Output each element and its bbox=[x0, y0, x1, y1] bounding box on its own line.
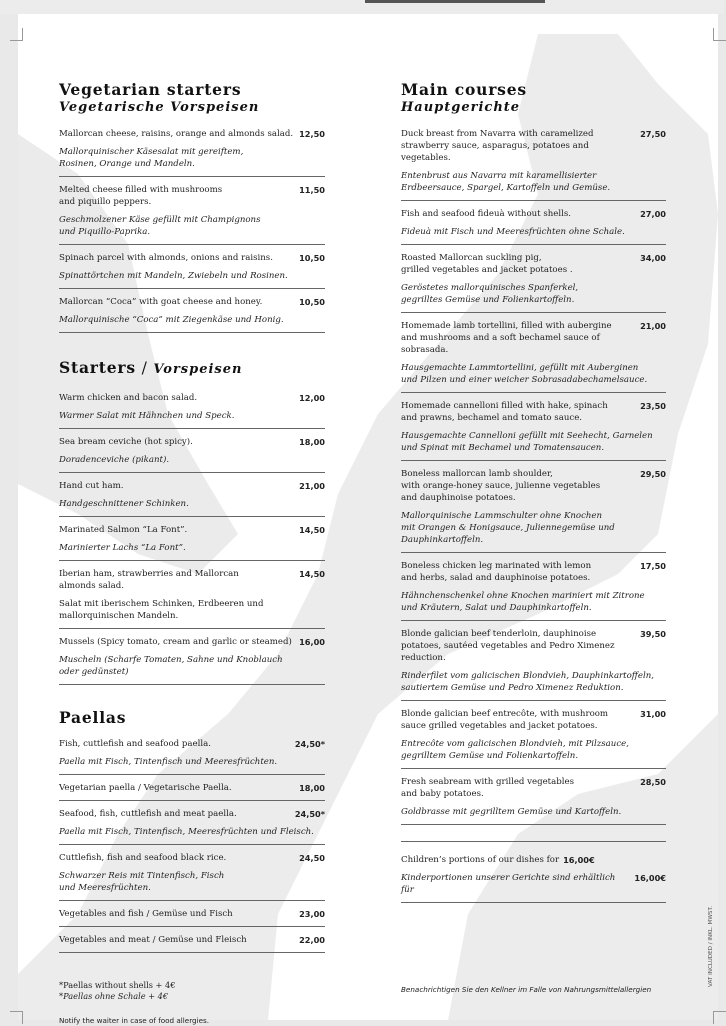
menu-item-price: 22,00 bbox=[299, 935, 325, 945]
menu-item-name: Fish, cuttlefish and seafood paella. bbox=[59, 739, 211, 749]
starters-title-en: Starters bbox=[59, 358, 136, 377]
menu-item-name: Warm chicken and bacon salad. bbox=[59, 393, 198, 403]
menu-item-price: 24,50* bbox=[294, 739, 325, 749]
menu-item-en-row bbox=[59, 852, 325, 864]
menu-item-price: 27,00 bbox=[640, 209, 666, 219]
menu-item-name: Fresh seabream with grilled vegetables and baby potatoes. bbox=[401, 777, 574, 799]
menu-item-translation: Doradenceviche (pikant). bbox=[59, 455, 170, 465]
menu-item-translation: Entenbrust aus Navarra mit karamellisierter Erdbeersauce, Spargel, Kartoffeln und Gemüse. bbox=[401, 171, 611, 193]
menu-item-name: Mallorcan cheese, raisins, orange and almonds salad. bbox=[59, 129, 294, 139]
menu-item bbox=[59, 852, 325, 901]
menu-item-en-row bbox=[59, 436, 325, 448]
menu-item-name: Mallorcan “Coca” with goat cheese and honey. bbox=[59, 297, 263, 307]
menu-item-price: 16,00 bbox=[299, 637, 325, 647]
menu-item-translation: Salat mit iberischem Schinken, Erdbeeren und mallorquinischen Mandeln. bbox=[59, 599, 264, 621]
menu-item-en-row bbox=[59, 184, 325, 208]
menu-item-price: 31,00 bbox=[640, 709, 666, 719]
menu-item-en-row bbox=[59, 480, 325, 492]
menu-item bbox=[401, 628, 666, 701]
menu-item-price: 14,50 bbox=[299, 569, 325, 579]
menu-item-price: 23,00 bbox=[299, 909, 325, 919]
menu-item-translation: Spinattörtchen mit Mandeln, Zwiebeln und Rosinen. bbox=[59, 271, 288, 281]
menu-item-en-row bbox=[401, 708, 666, 732]
menu-item bbox=[401, 208, 666, 245]
menu-item bbox=[59, 128, 325, 177]
menu-item-price: 17,50 bbox=[640, 561, 666, 571]
menu-item bbox=[401, 128, 666, 201]
menu-item-translation: Marinierter Lachs “La Font”. bbox=[59, 543, 186, 553]
menu-item-name: Boneless mallorcan lamb shoulder, with orange-honey sauce, julienne vegetables and dauphinoise potatoes. bbox=[401, 469, 601, 503]
menu-item-en-row bbox=[401, 628, 666, 664]
kids-portions-en-text: Children’s portions of our dishes for bbox=[401, 855, 560, 865]
menu-item-name: Blonde galician beef entrecôte, with mushroom sauce grilled vegetables and jacket potatoes. bbox=[401, 709, 609, 731]
menu-item-en-row bbox=[59, 934, 325, 946]
menu-item-translation: Geschmolzener Käse gefüllt mit Champignons und Piquillo-Paprika. bbox=[59, 215, 261, 237]
menu-item-name: Cuttlefish, fish and seafood black rice. bbox=[59, 853, 227, 863]
menu-item-en-row bbox=[59, 738, 325, 750]
menu-item-price: 18,00 bbox=[299, 437, 325, 447]
main-courses-list bbox=[401, 128, 666, 825]
crop-mark-bottom-left bbox=[10, 1011, 23, 1024]
starters-title bbox=[59, 358, 325, 379]
vegetarian-list bbox=[59, 128, 325, 333]
crop-mark-bottom-right bbox=[713, 1011, 726, 1024]
menu-item-name: Melted cheese filled with mushrooms and piquillo peppers. bbox=[59, 185, 223, 207]
crop-mark-top-right bbox=[713, 28, 726, 41]
menu-item bbox=[59, 738, 325, 775]
menu-item-en-row bbox=[59, 128, 325, 140]
menu-item-name: Sea bream ceviche (hot spicy). bbox=[59, 437, 193, 447]
menu-item-name: Marinated Salmon “La Font”. bbox=[59, 525, 188, 535]
menu-item-price: 10,50 bbox=[299, 297, 325, 307]
menu-item bbox=[59, 436, 325, 473]
menu-item-price: 12,00 bbox=[299, 393, 325, 403]
menu-item-name: Hand cut ham. bbox=[59, 481, 124, 491]
menu-item-en-row bbox=[59, 392, 325, 404]
menu-item-translation: Hähnchenschenkel ohne Knochen mariniert mit Zitrone und Kräutern, Salat und Dauphinkartoffeln. bbox=[401, 591, 645, 613]
menu-item bbox=[59, 524, 325, 561]
menu-item-name: Duck breast from Navarra with caramelized strawberry sauce, asparagus, potatoes and vegetables. bbox=[401, 129, 594, 163]
paellas-note-en: *Paellas without shells + 4€ bbox=[59, 980, 176, 990]
menu-item-name: Roasted Mallorcan suckling pig, grilled vegetables and jacket potatoes . bbox=[401, 253, 573, 275]
kids-portions-de-text: Kinderportionen unserer Gerichte sind erhältlich für bbox=[401, 873, 616, 895]
kids-portions-en bbox=[401, 854, 666, 866]
menu-item-price: 39,50 bbox=[640, 629, 666, 639]
menu-item-en-row bbox=[59, 636, 325, 648]
menu-item-en-row bbox=[401, 468, 666, 504]
crop-mark-top-left bbox=[10, 28, 23, 41]
menu-item-price: 12,50 bbox=[299, 129, 325, 139]
menu-item-translation: Handgeschnittener Schinken. bbox=[59, 499, 189, 509]
left-column bbox=[59, 80, 325, 1026]
menu-item-price: 14,50 bbox=[299, 525, 325, 535]
menu-item-name: Iberian ham, strawberries and Mallorcan almonds salad. bbox=[59, 569, 239, 591]
menu-item-price: 28,50 bbox=[640, 777, 666, 787]
menu-item-translation: Paella mit Fisch, Tintenfisch, Meeresfrüchten und Fleisch. bbox=[59, 827, 314, 837]
menu-item bbox=[59, 296, 325, 333]
vegetarian-title-en: Vegetarian starters bbox=[59, 80, 242, 99]
kids-portions-de bbox=[401, 872, 666, 896]
vegetarian-title-de: Vegetarische Vorspeisen bbox=[59, 100, 260, 115]
menu-item-name: Boneless chicken leg marinated with lemon and herbs, salad and dauphinoise potatoes. bbox=[401, 561, 592, 583]
menu-item bbox=[401, 560, 666, 621]
menu-item-price: 21,00 bbox=[640, 321, 666, 331]
menu-item bbox=[59, 934, 325, 953]
paellas-list bbox=[59, 738, 325, 953]
menu-item bbox=[59, 808, 325, 845]
menu-item-en-row bbox=[401, 560, 666, 584]
menu-item-price: 10,50 bbox=[299, 253, 325, 263]
menu-item bbox=[59, 480, 325, 517]
menu-item bbox=[401, 252, 666, 313]
paellas-note-de: *Paellas ohne Schale + 4€ bbox=[59, 991, 169, 1001]
menu-item bbox=[401, 400, 666, 461]
menu-item-en-row bbox=[401, 400, 666, 424]
menu-item-name: Homemade lamb tortellini, filled with aubergine and mushrooms and a soft bechamel sauce of sobrasada. bbox=[401, 321, 612, 355]
menu-item-name: Vegetarian paella / Vegetarische Paella. bbox=[59, 783, 232, 793]
menu-item-translation: Entrecôte vom galicischen Blondvieh, mit Pilzsauce, gegrilltem Gemüse und Folienkartoffeln. bbox=[401, 739, 629, 761]
menu-item-name: Vegetables and fish / Gemüse und Fisch bbox=[59, 909, 233, 919]
menu-item-en-row bbox=[59, 808, 325, 820]
menu-item-name: Mussels (Spicy tomato, cream and garlic or steamed) bbox=[59, 637, 292, 647]
menu-item-en-row bbox=[59, 568, 325, 592]
kids-portions-en-price: 16,00€ bbox=[563, 855, 595, 865]
menu-item bbox=[59, 636, 325, 685]
menu-item-name: Blonde galician beef tenderloin, dauphinoise potatoes, sautéed vegetables and Pedro Ximenez reduction. bbox=[401, 629, 615, 663]
menu-item bbox=[59, 908, 325, 927]
kids-portions-de-price: 16,00€ bbox=[634, 873, 666, 883]
main-title-de: Hauptgerichte bbox=[401, 100, 521, 115]
right-column bbox=[401, 80, 666, 995]
allergy-note-de: Benachrichtigen Sie den Kellner im Falle von Nahrungsmittelallergien bbox=[401, 985, 652, 994]
menu-page bbox=[18, 14, 718, 1025]
menu-item-translation: Fideuà mit Fisch und Meeresfrüchten ohne Schale. bbox=[401, 227, 625, 237]
menu-item-price: 24,50 bbox=[299, 853, 325, 863]
menu-item-price: 34,00 bbox=[640, 253, 666, 263]
menu-item-translation: Mallorquinische Lammschulter ohne Knochen mit Orangen & Honigsauce, Juliennegemüse und Dauphinkartoffeln. bbox=[401, 511, 615, 545]
menu-item-translation: Mallorquinische “Coca” mit Ziegenkäse und Honig. bbox=[59, 315, 284, 325]
menu-item bbox=[59, 184, 325, 245]
menu-item-translation: Mallorquinischer Käsesalat mit gereiftem, Rosinen, Orange und Mandeln. bbox=[59, 147, 244, 169]
menu-item-en-row bbox=[59, 252, 325, 264]
menu-item-en-row bbox=[401, 776, 666, 800]
menu-item-en-row bbox=[59, 296, 325, 308]
menu-item-en-row bbox=[401, 208, 666, 220]
menu-item-translation: Paella mit Fisch, Tintenfisch und Meeresfrüchten. bbox=[59, 757, 278, 767]
menu-item-translation: Goldbrasse mit gegrilltem Gemüse und Kartoffeln. bbox=[401, 807, 622, 817]
menu-item bbox=[401, 468, 666, 553]
menu-item bbox=[401, 776, 666, 825]
menu-item-en-row bbox=[59, 908, 325, 920]
menu-item-name: Seafood, fish, cuttlefish and meat paella. bbox=[59, 809, 237, 819]
kids-portions bbox=[401, 841, 666, 903]
menu-item bbox=[59, 252, 325, 289]
menu-item-en-row bbox=[401, 252, 666, 276]
starters-title-de: Vorspeisen bbox=[153, 362, 243, 377]
menu-item-price: 24,50* bbox=[294, 809, 325, 819]
menu-item-translation: Warmer Salat mit Hähnchen und Speck. bbox=[59, 411, 235, 421]
menu-item-price: 29,50 bbox=[640, 469, 666, 479]
menu-item-price: 21,00 bbox=[299, 481, 325, 491]
menu-item-translation: Schwarzer Reis mit Tintenfisch, Fisch und Meeresfrüchten. bbox=[59, 871, 225, 893]
main-title-en: Main courses bbox=[401, 80, 527, 99]
menu-item-en-row bbox=[401, 128, 666, 164]
menu-item-translation: Hausgemachte Cannelloni gefüllt mit Seehecht, Garnelen und Spinat mit Bechamel und Tomatensaucen. bbox=[401, 431, 653, 453]
menu-item-translation: Rinderfilet vom galicischen Blondvieh, Dauphinkartoffeln, sautiertem Gemüse und Pedro Ximenez Reduktion. bbox=[401, 671, 654, 693]
menu-item-price: 23,50 bbox=[640, 401, 666, 411]
menu-item-en-row bbox=[401, 320, 666, 356]
menu-item-translation: Geröstetes mallorquinisches Spanferkel, gegrilltes Gemüse und Folienkartoffeln. bbox=[401, 283, 579, 305]
viewer-scroll-indicator bbox=[365, 0, 545, 3]
viewer-top-bar bbox=[0, 0, 724, 14]
menu-item-translation: Hausgemachte Lammtortellini, gefüllt mit Auberginen und Pilzen und einer weicher Sobrasadabechamelsauce. bbox=[401, 363, 648, 385]
menu-item bbox=[401, 708, 666, 769]
menu-item-price: 18,00 bbox=[299, 783, 325, 793]
menu-item bbox=[59, 392, 325, 429]
menu-item-name: Vegetables and meat / Gemüse und Fleisch bbox=[59, 935, 247, 945]
menu-item bbox=[401, 320, 666, 393]
menu-item bbox=[59, 568, 325, 629]
menu-item-en-row bbox=[59, 782, 325, 794]
starters-title-separator: / bbox=[135, 359, 154, 377]
paellas-title: Paellas bbox=[59, 708, 127, 727]
menu-item-name: Homemade cannelloni filled with hake, spinach and prawns, bechamel and tomato sauce. bbox=[401, 401, 608, 423]
vat-side-note: VAT INCLUDED / INKL. MWST. bbox=[708, 906, 714, 987]
menu-item-name: Spinach parcel with almonds, onions and raisins. bbox=[59, 253, 273, 263]
menu-item-en-row bbox=[59, 524, 325, 536]
menu-item-name: Fish and seafood fideuà without shells. bbox=[401, 209, 572, 219]
menu-item bbox=[59, 782, 325, 801]
menu-item-price: 27,50 bbox=[640, 129, 666, 139]
menu-item-price: 11,50 bbox=[299, 185, 325, 195]
allergy-note-en: Notify the waiter in case of food allergies. bbox=[59, 1016, 210, 1025]
starters-list bbox=[59, 392, 325, 685]
menu-item-translation: Muscheln (Scharfe Tomaten, Sahne und Knoblauch oder gedünstet) bbox=[59, 655, 283, 677]
